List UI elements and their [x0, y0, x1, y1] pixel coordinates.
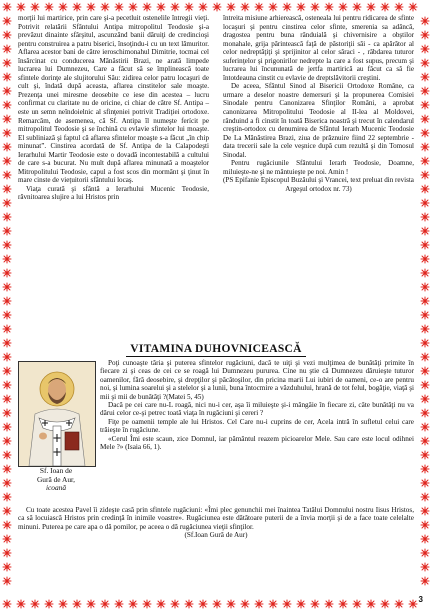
- border-snowflake-icon: [421, 409, 429, 417]
- page-number: 3: [418, 595, 423, 604]
- border-snowflake-icon: [3, 227, 11, 235]
- border-snowflake-icon: [129, 600, 137, 608]
- border-snowflake-icon: [421, 507, 429, 515]
- border-snowflake-icon: [3, 3, 11, 11]
- border-snowflake-icon: [421, 423, 429, 431]
- border-snowflake-icon: [3, 157, 11, 165]
- border-snowflake-icon: [45, 3, 53, 11]
- section-signature: (Sf.Ioan Gură de Aur): [184, 531, 248, 540]
- border-snowflake-icon: [339, 600, 347, 608]
- border-snowflake-icon: [227, 3, 235, 11]
- border-snowflake-icon: [199, 600, 207, 608]
- border-snowflake-icon: [3, 311, 11, 319]
- border-snowflake-icon: [283, 600, 291, 608]
- border-snowflake-icon: [3, 451, 11, 459]
- border-snowflake-icon: [199, 3, 207, 11]
- border-snowflake-icon: [227, 600, 235, 608]
- border-snowflake-icon: [3, 409, 11, 417]
- saint-icon-image: [18, 361, 96, 467]
- border-snowflake-icon: [421, 255, 429, 263]
- border-snowflake-icon: [3, 563, 11, 571]
- paragraph: Poţi cunoaşte tăria şi puterea sfintelor rugăciuni, dacă te uiţi şi vezi mulţimea de bunătăţi primite în fiecare zi şi ceas de cei ce se roagă lui Dumnezeu pururea. Cine nu ştie că Dumnezeu dăruieşte tuturor oamenilor, fără deosebire, şi drepţilor şi păcătoşilor, din pricina marii Lui iubiri de oameni, ce-o are pentru noi, şi lumina soarelui şi a stelelor şi a lunii, buna întocmire a văzduhului, hrană de tot felul, bogăţie, viaţă şi mii şi mii de bunătăţi ?(Matei 5, 45): [100, 359, 414, 401]
- paragraph: Viaţa curată şi sfântă a Ierarhului Mucenic Teodosie, răvnitoarea slujire a lui Hristos prin: [18, 184, 209, 202]
- section-title-text: VITAMINA DUHOVNICEASCĂ: [126, 343, 306, 357]
- border-snowflake-icon: [3, 297, 11, 305]
- portrait-caption: [18, 467, 94, 493]
- border-snowflake-icon: [421, 17, 429, 25]
- paragraph: Fiţe pe oamenii temple ale lui Hristos. Cel Care nu-i cuprins de cer, Acela intră în sufletul celui care trăieşte în rugăciune.: [100, 417, 414, 435]
- border-snowflake-icon: [353, 600, 361, 608]
- border-snowflake-icon: [269, 3, 277, 11]
- border-snowflake-icon: [421, 297, 429, 305]
- border-snowflake-icon: [3, 325, 11, 333]
- border-snowflake-icon: [3, 171, 11, 179]
- border-snowflake-icon: [17, 600, 25, 608]
- border-snowflake-icon: [325, 600, 333, 608]
- border-snowflake-icon: [367, 3, 375, 11]
- border-snowflake-icon: [3, 395, 11, 403]
- border-snowflake-icon: [421, 563, 429, 571]
- border-snowflake-icon: [3, 185, 11, 193]
- border-snowflake-icon: [421, 269, 429, 277]
- article-column-right: [223, 14, 414, 193]
- border-snowflake-icon: [45, 600, 53, 608]
- border-snowflake-icon: [421, 521, 429, 529]
- border-snowflake-icon: [3, 353, 11, 361]
- border-snowflake-icon: [101, 600, 109, 608]
- border-snowflake-icon: [381, 3, 389, 11]
- border-snowflake-icon: [241, 3, 249, 11]
- border-snowflake-icon: [297, 3, 305, 11]
- paragraph: De aceea, Sfântul Sinod al Bisericii Ortodoxe Române, ca urmare a deselor noastre demersuri şi la propunerea Comisiei Sinodale pentru Canonizarea Sfinţilor Români, a aprobat canonizarea Mitropolitului Teodosie al II-lea al Moldovei, rânduind a fi cinstit în toată Biserica noastră şi trecut în calendarul creştin-ortodox cu denumirea de Sfântul Ierarh Mucenic Teodosie De La Mănăstirea Brazi, ziua de prăznuire fiind 22 septembrie - data trecerii sale la cele veşnice după cum rezultă şi din Tomosul Sinodal.: [223, 82, 414, 159]
- border-snowflake-icon: [143, 600, 151, 608]
- border-snowflake-icon: [185, 3, 193, 11]
- border-snowflake-icon: [3, 73, 11, 81]
- border-snowflake-icon: [409, 600, 417, 608]
- border-snowflake-icon: [381, 600, 389, 608]
- border-snowflake-icon: [395, 600, 403, 608]
- border-snowflake-icon: [115, 3, 123, 11]
- border-snowflake-icon: [3, 59, 11, 67]
- border-snowflake-icon: [353, 3, 361, 11]
- border-snowflake-icon: [421, 87, 429, 95]
- border-snowflake-icon: [3, 493, 11, 501]
- border-snowflake-icon: [31, 3, 39, 11]
- border-snowflake-icon: [421, 339, 429, 347]
- border-snowflake-icon: [59, 600, 67, 608]
- border-snowflake-icon: [3, 129, 11, 137]
- border-snowflake-icon: [421, 311, 429, 319]
- border-snowflake-icon: [367, 600, 375, 608]
- border-snowflake-icon: [143, 3, 151, 11]
- article-column-left: [18, 14, 209, 202]
- border-snowflake-icon: [421, 143, 429, 151]
- page-content: [18, 14, 414, 596]
- border-snowflake-icon: [3, 479, 11, 487]
- section-title: [18, 343, 414, 357]
- border-snowflake-icon: [59, 3, 67, 11]
- border-snowflake-icon: [115, 600, 123, 608]
- border-snowflake-icon: [17, 3, 25, 11]
- border-snowflake-icon: [421, 283, 429, 291]
- border-snowflake-icon: [421, 353, 429, 361]
- border-snowflake-icon: [3, 577, 11, 585]
- border-snowflake-icon: [311, 600, 319, 608]
- paragraph: Dacă pe cei care nu-L roagă, nici nu-i cer, aşa îi miluieşte şi-i mângâie în fiecare zi, câte bunătăţi nu va dărui celor ce-şi petrec toată viaţa în rugăciuni şi cereri ?: [100, 401, 414, 418]
- border-snowflake-icon: [421, 129, 429, 137]
- border-snowflake-icon: [421, 465, 429, 473]
- border-snowflake-icon: [3, 31, 11, 39]
- border-snowflake-icon: [421, 185, 429, 193]
- border-snowflake-icon: [421, 451, 429, 459]
- border-snowflake-icon: [3, 339, 11, 347]
- border-snowflake-icon: [421, 199, 429, 207]
- paragraph: întreita misiune arhierească, osteneala lui pentru ridicarea de sfinte locaşuri şi pentru cinstirea celor sfinte, smerenia sa adâncă, dragostea pentru buna rânduială şi chivernisire a obştilor monahale, grija părintească faţă de păstoriţii săi - ca apărător al celor nedreptăţiţi şi sprijinitor al celor săraci - , râbdarea tuturor suferinţelor şi prigonirilor nedrepte la care a fost supus, precum şi lucrarea lui încununată de jertfa martirică au făcut ca să fie întotdeauna cinstit cu evlavie de dreptslăvitorii creştini.: [223, 14, 414, 82]
- border-snowflake-icon: [3, 241, 11, 249]
- border-snowflake-icon: [421, 157, 429, 165]
- border-snowflake-icon: [157, 600, 165, 608]
- border-snowflake-icon: [3, 465, 11, 473]
- border-snowflake-icon: [3, 423, 11, 431]
- border-snowflake-icon: [3, 283, 11, 291]
- border-snowflake-icon: [421, 171, 429, 179]
- border-snowflake-icon: [3, 381, 11, 389]
- border-snowflake-icon: [421, 241, 429, 249]
- border-snowflake-icon: [185, 600, 193, 608]
- border-snowflake-icon: [395, 3, 403, 11]
- border-snowflake-icon: [3, 255, 11, 263]
- border-snowflake-icon: [421, 577, 429, 585]
- border-snowflake-icon: [3, 535, 11, 543]
- border-snowflake-icon: [339, 3, 347, 11]
- border-snowflake-icon: [269, 600, 277, 608]
- caption-line-italic: icoană: [45, 483, 67, 493]
- border-snowflake-icon: [3, 87, 11, 95]
- border-snowflake-icon: [297, 600, 305, 608]
- section-body: [100, 359, 414, 451]
- border-snowflake-icon: [421, 395, 429, 403]
- border-snowflake-icon: [421, 73, 429, 81]
- border-snowflake-icon: [421, 31, 429, 39]
- border-snowflake-icon: [129, 3, 137, 11]
- border-snowflake-icon: [421, 549, 429, 557]
- border-snowflake-icon: [421, 227, 429, 235]
- border-snowflake-icon: [421, 535, 429, 543]
- border-snowflake-icon: [421, 381, 429, 389]
- border-snowflake-icon: [87, 600, 95, 608]
- border-snowflake-icon: [3, 600, 11, 608]
- border-snowflake-icon: [213, 3, 221, 11]
- border-snowflake-icon: [3, 115, 11, 123]
- paragraph: Cu toate acestea Pavel îi zideşte casă prin sfintele rugăciuni: «Îmi plec genunchii mei înaintea Tatălui Domnului nostru Iisus Hristos, ca să locuiască Hristos prin credinţă în inimile voastre». Rugăciunea este dătătoare puterii de a învia morţii şi de a face toate celelalte minuni. Puterea pe care apa o dă pomilor, pe aceea o dă rugăciunea vieţii sfinţilor.: [18, 506, 414, 531]
- border-snowflake-icon: [255, 600, 263, 608]
- border-snowflake-icon: [325, 3, 333, 11]
- border-snowflake-icon: [421, 59, 429, 67]
- border-snowflake-icon: [157, 3, 165, 11]
- border-snowflake-icon: [421, 213, 429, 221]
- border-snowflake-icon: [171, 3, 179, 11]
- border-snowflake-icon: [101, 3, 109, 11]
- article-signature: (PS Epifanie Episcopul Buzăului şi Vrancei, text preluat din revista Argeşul ortodox nr. 73): [223, 176, 414, 193]
- border-snowflake-icon: [3, 17, 11, 25]
- border-snowflake-icon: [421, 325, 429, 333]
- border-snowflake-icon: [3, 521, 11, 529]
- border-snowflake-icon: [421, 101, 429, 109]
- border-snowflake-icon: [421, 437, 429, 445]
- caption-line: Gură de Aur,: [36, 474, 76, 484]
- border-snowflake-icon: [255, 3, 263, 11]
- section-body-full-width: [18, 506, 414, 540]
- border-snowflake-icon: [409, 3, 417, 11]
- border-snowflake-icon: [87, 3, 95, 11]
- border-snowflake-icon: [3, 143, 11, 151]
- border-snowflake-icon: [421, 479, 429, 487]
- border-snowflake-icon: [241, 600, 249, 608]
- border-snowflake-icon: [171, 600, 179, 608]
- border-snowflake-icon: [421, 45, 429, 53]
- border-snowflake-icon: [3, 269, 11, 277]
- border-snowflake-icon: [3, 45, 11, 53]
- border-snowflake-icon: [3, 437, 11, 445]
- border-snowflake-icon: [311, 3, 319, 11]
- border-snowflake-icon: [3, 367, 11, 375]
- paragraph: morţii lui martirice, prin care şi-a pecetluit ostenelile întregii vieţi. Potrivit relatării Sfântului Antipa mitropolitul Teodosie şi-a prevăzut dinainte sfârşitul, ascunzând banii dăruiţi de credincioşi pentru construirea a patru biserici, însoţindu-i cu un text lămuritor. Aflarea acestor bani de către ieroschimonahul Dimitrie, tocmai cel însărcinat cu conducerea Mănăstirii Brazi, ne arată limpede lucrarea lui Dumnezeu, Care a făcut să se împlinească toate sfintele dorinţe ale slujitorului Său: zidirea celor patru locaşuri de cult şi, îndată după aceasta, aflarea cinstitelor sale moaşte. Prezenţa unei miresme deosebite ce iese din acestea – lucru confirmat cu claritate nu de oricine, ci chiar de către Sf. Antipa – este un semn neîndoielnic al sfinţeniei potrivit Tradiţiei ortodoxe. Remarcăm, de asemenea, că Sf. Antipa îl numeşte ferícit pe mitropolitul Teodosie şi se închină cu evlavie sfintelor lui moaşte. El subliniază şi faptul că aflarea sfintelor moaşte s-a făcut „în chip minunat”. Cinstirea acordată de Sf. Antipa de la Calapodeşti Ierarhului Martir Teodosie este o dovadă incontestabilă a cultului de care s-a bucurat. Nu mult după aflarea minunată a moaştelor Mitropolitului Teodosie, capul a fost scos din mormânt şi ţinut în mare cinste de vieţuitorii sfântului locaş.: [18, 14, 209, 185]
- border-snowflake-icon: [3, 507, 11, 515]
- border-snowflake-icon: [73, 3, 81, 11]
- saint-portrait-illustration: [19, 362, 95, 466]
- paragraph: Pentru rugăciunile Sfântului Ierarh Teodosie, Doamne, miluieşte-ne şi ne mântuieşte pe noi. Amin !: [223, 159, 414, 176]
- border-snowflake-icon: [421, 367, 429, 375]
- border-snowflake-icon: [73, 600, 81, 608]
- border-snowflake-icon: [283, 3, 291, 11]
- border-snowflake-icon: [3, 199, 11, 207]
- border-snowflake-icon: [213, 600, 221, 608]
- border-snowflake-icon: [3, 213, 11, 221]
- border-snowflake-icon: [31, 600, 39, 608]
- border-snowflake-icon: [421, 115, 429, 123]
- border-snowflake-icon: [3, 549, 11, 557]
- caption-line: Sf. Ioan de: [39, 466, 73, 475]
- paragraph: «Cerul Îmi este scaun, zice Domnul, iar pământul reazem picioarelor Mele. Sau care este locul odihnei Mele ?» (Isaia 66, 1).: [100, 434, 414, 452]
- border-snowflake-icon: [421, 493, 429, 501]
- border-snowflake-icon: [3, 101, 11, 109]
